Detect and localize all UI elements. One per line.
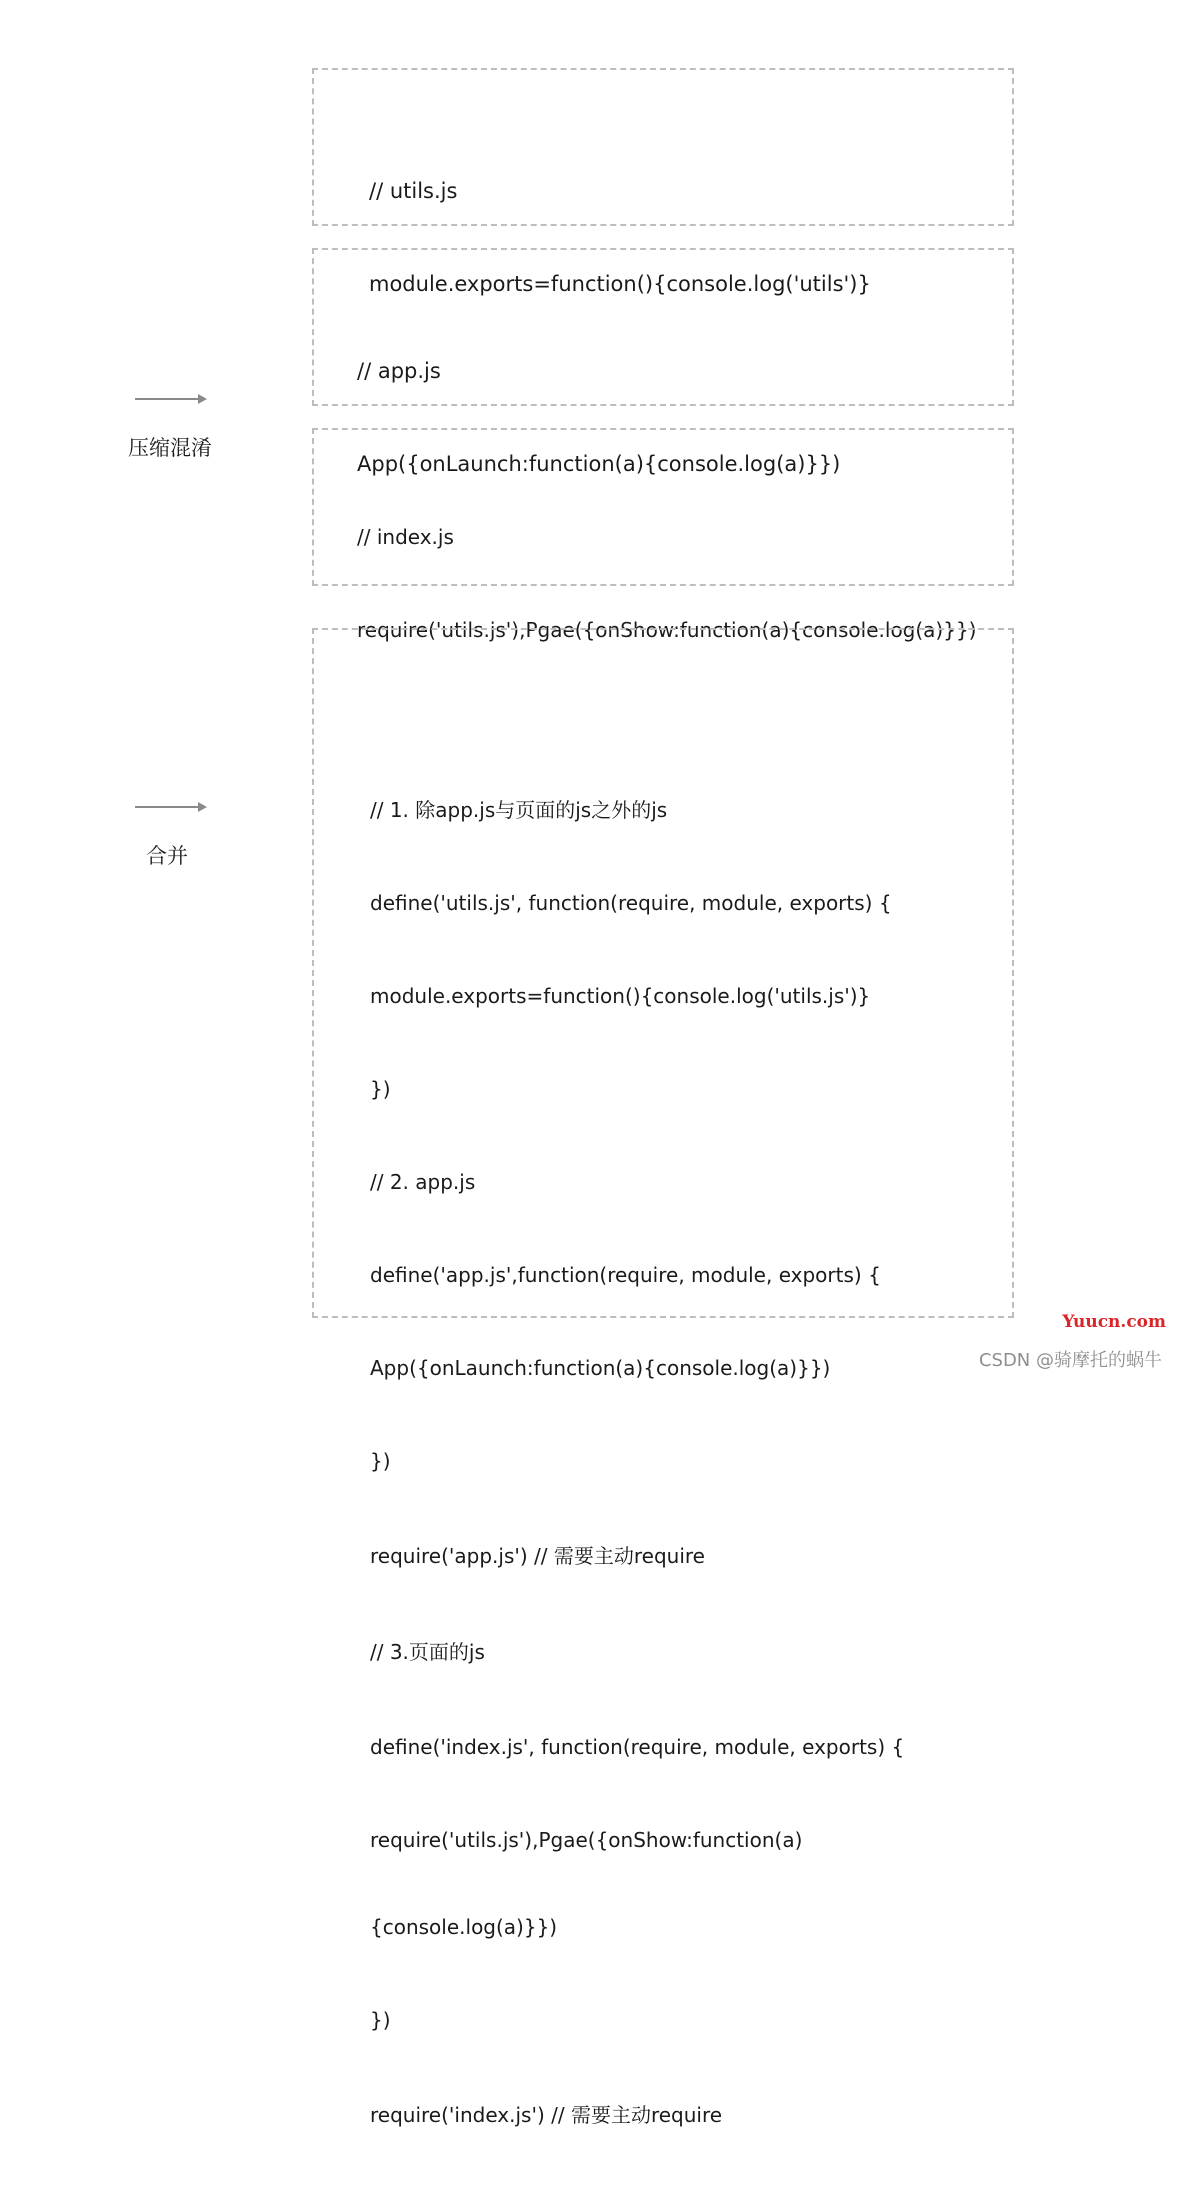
merged-line-13: {console.log(a)}}) — [370, 1915, 558, 1939]
utils-js-line-1: // utils.js — [369, 179, 458, 203]
merge-label: 合并 — [146, 844, 188, 868]
utils-js-box — [312, 68, 1014, 296]
merged-line-12: require('utils.js'),Pgae({onShow:function(a) — [370, 1828, 803, 1852]
merged-line-3: module.exports=function(){console.log('utils.js')} — [370, 984, 871, 1008]
merged-line-5: // 2. app.js — [370, 1170, 476, 1194]
index-js-line-2: require('utils.js'),Pgae({onShow:function(a){console.log(a)}}) — [357, 618, 977, 642]
merge-arrow — [135, 801, 207, 813]
merged-line-2: define('utils.js', function(require, module, exports) { — [370, 891, 892, 915]
merged-line-11: define('index.js', function(require, module, exports) { — [370, 1735, 905, 1759]
compress-arrow — [135, 393, 207, 405]
site-watermark: Yuucn.com — [1062, 1312, 1166, 1332]
index-js-line-1: // index.js — [357, 525, 454, 549]
merged-line-9: require('app.js') // 需要主动require — [370, 1544, 705, 1568]
merged-line-7: App({onLaunch:function(a){console.log(a)}}) — [370, 1356, 831, 1380]
arrow-head-icon — [198, 802, 207, 812]
merged-line-10: // 3.页面的js — [370, 1640, 485, 1664]
utils-js-line-2: module.exports=function(){console.log('utils')} — [369, 272, 871, 296]
merged-line-8: }) — [370, 1449, 391, 1473]
index-js-box — [312, 428, 1014, 642]
arrow-head-icon — [198, 394, 207, 404]
app-js-line-2: App({onLaunch:function(a){console.log(a)}}) — [357, 452, 841, 476]
merged-code — [370, 733, 904, 2193]
merged-line-14: }) — [370, 2008, 391, 2032]
merged-line-6: define('app.js',function(require, module, exports) { — [370, 1263, 881, 1287]
csdn-watermark: CSDN @骑摩托的蜗牛 — [978, 1350, 1162, 1371]
merged-line-4: }) — [370, 1077, 391, 1101]
merged-line-15: require('index.js') // 需要主动require — [370, 2103, 723, 2127]
merged-line-1: // 1. 除app.js与页面的js之外的js — [370, 798, 668, 822]
merged-box — [312, 628, 1014, 2127]
app-js-line-1: // app.js — [357, 359, 441, 383]
compress-label: 压缩混淆 — [128, 436, 212, 460]
app-js-box — [312, 248, 1014, 476]
